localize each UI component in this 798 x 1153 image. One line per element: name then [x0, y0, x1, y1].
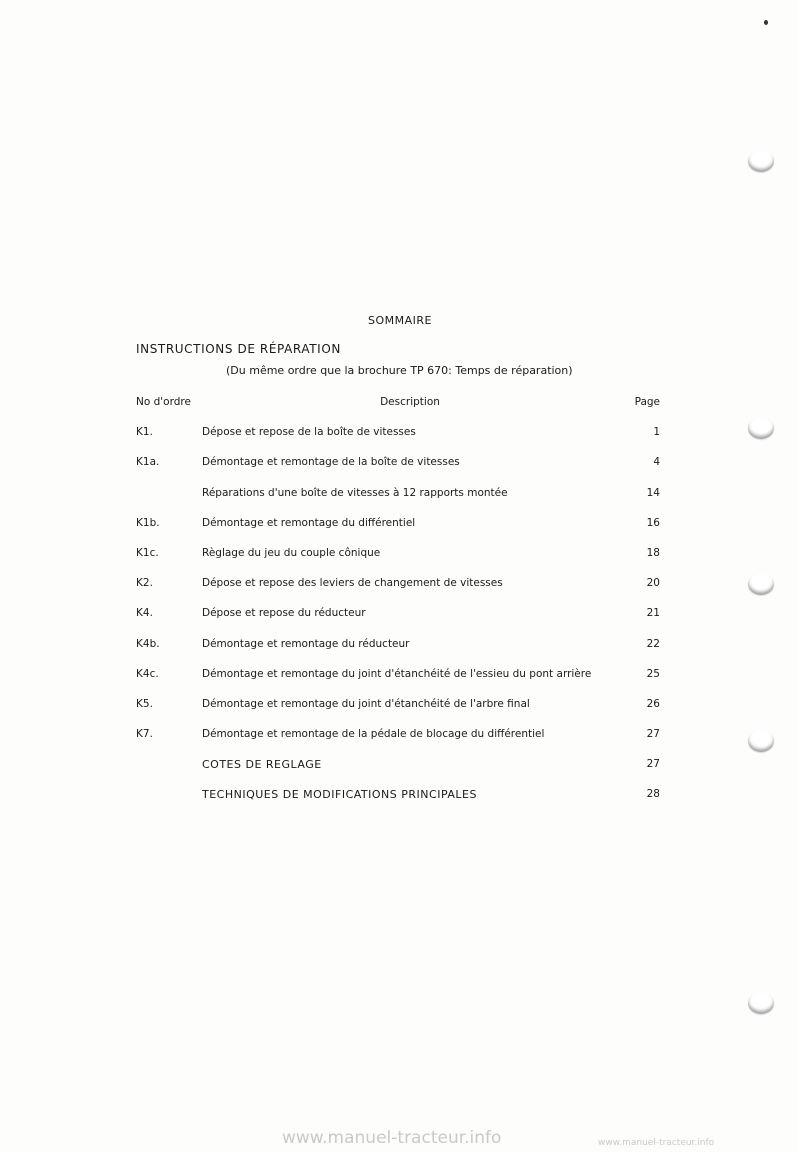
toc-page: 20: [646, 577, 660, 589]
toc-page: 27: [646, 758, 660, 770]
toc-code: K4c.: [136, 668, 159, 680]
toc-code: K7.: [136, 728, 153, 740]
toc-page: 16: [646, 517, 660, 529]
toc-row: [0, 426, 798, 442]
toc-description: Dépose et repose des leviers de changement de vitesses: [202, 577, 503, 589]
toc-code: K1.: [136, 426, 153, 438]
toc-page: 25: [646, 668, 660, 680]
toc-description: Démontage et remontage de la boîte de vitesses: [202, 456, 460, 468]
toc-description: Règlage du jeu du couple cônique: [202, 547, 381, 559]
toc-description: Dépose et repose de la boîte de vitesses: [202, 426, 416, 438]
toc-row: [0, 607, 798, 623]
watermark-small: www.manuel-tracteur.info: [598, 1138, 715, 1148]
toc-code: K4.: [136, 607, 153, 619]
watermark-main: www.manuel-tracteur.info: [282, 1128, 502, 1148]
toc-page: 28: [646, 788, 660, 800]
toc-code: K4b.: [136, 638, 160, 650]
scan-speck: [764, 20, 768, 25]
page-title: SOMMAIRE: [368, 314, 432, 327]
toc-page: 1: [653, 426, 660, 438]
column-header-page: Page: [634, 396, 660, 408]
toc-description: Démontage et remontage du joint d'étanchéité de l'arbre final: [202, 698, 530, 710]
toc-code: K2.: [136, 577, 153, 589]
column-header-code: No d'ordre: [136, 396, 191, 408]
toc-row: [0, 547, 798, 563]
toc-row: [0, 517, 798, 533]
toc-description: TECHNIQUES DE MODIFICATIONS PRINCIPALES: [202, 788, 477, 801]
toc-row: [0, 487, 798, 503]
toc-description: Démontage et remontage de la pédale de blocage du différentiel: [202, 728, 545, 740]
binder-hole: [748, 150, 774, 172]
toc-description: Démontage et remontage du réducteur: [202, 638, 410, 650]
toc-row: [0, 788, 798, 804]
toc-row: [0, 698, 798, 714]
column-header-description: Description: [380, 396, 440, 408]
toc-page: 14: [646, 487, 660, 499]
binder-hole: [748, 992, 774, 1014]
toc-page: 26: [646, 698, 660, 710]
section-subtitle: (Du même ordre que la brochure TP 670: Temps de réparation): [226, 364, 573, 377]
toc-description: COTES DE REGLAGE: [202, 758, 322, 771]
toc-row: [0, 456, 798, 472]
toc-row: [0, 758, 798, 774]
section-heading: INSTRUCTIONS DE RÉPARATION: [136, 342, 341, 356]
toc-page: 18: [646, 547, 660, 559]
toc-code: K5.: [136, 698, 153, 710]
toc-description: Démontage et remontage du différentiel: [202, 517, 416, 529]
toc-description: Dépose et repose du réducteur: [202, 607, 366, 619]
toc-row: [0, 638, 798, 654]
toc-code: K1a.: [136, 456, 160, 468]
toc-row: [0, 577, 798, 593]
toc-page: 27: [646, 728, 660, 740]
toc-description: Démontage et remontage du joint d'étanchéité de l'essieu du pont arrière: [202, 668, 592, 680]
toc-code: K1b.: [136, 517, 160, 529]
toc-description: Réparations d'une boîte de vitesses à 12 rapports montée: [202, 487, 508, 499]
toc-row: [0, 668, 798, 684]
toc-page: 4: [653, 456, 660, 468]
toc-row: [0, 728, 798, 744]
toc-page: 22: [646, 638, 660, 650]
toc-code: K1c.: [136, 547, 159, 559]
toc-page: 21: [646, 607, 660, 619]
